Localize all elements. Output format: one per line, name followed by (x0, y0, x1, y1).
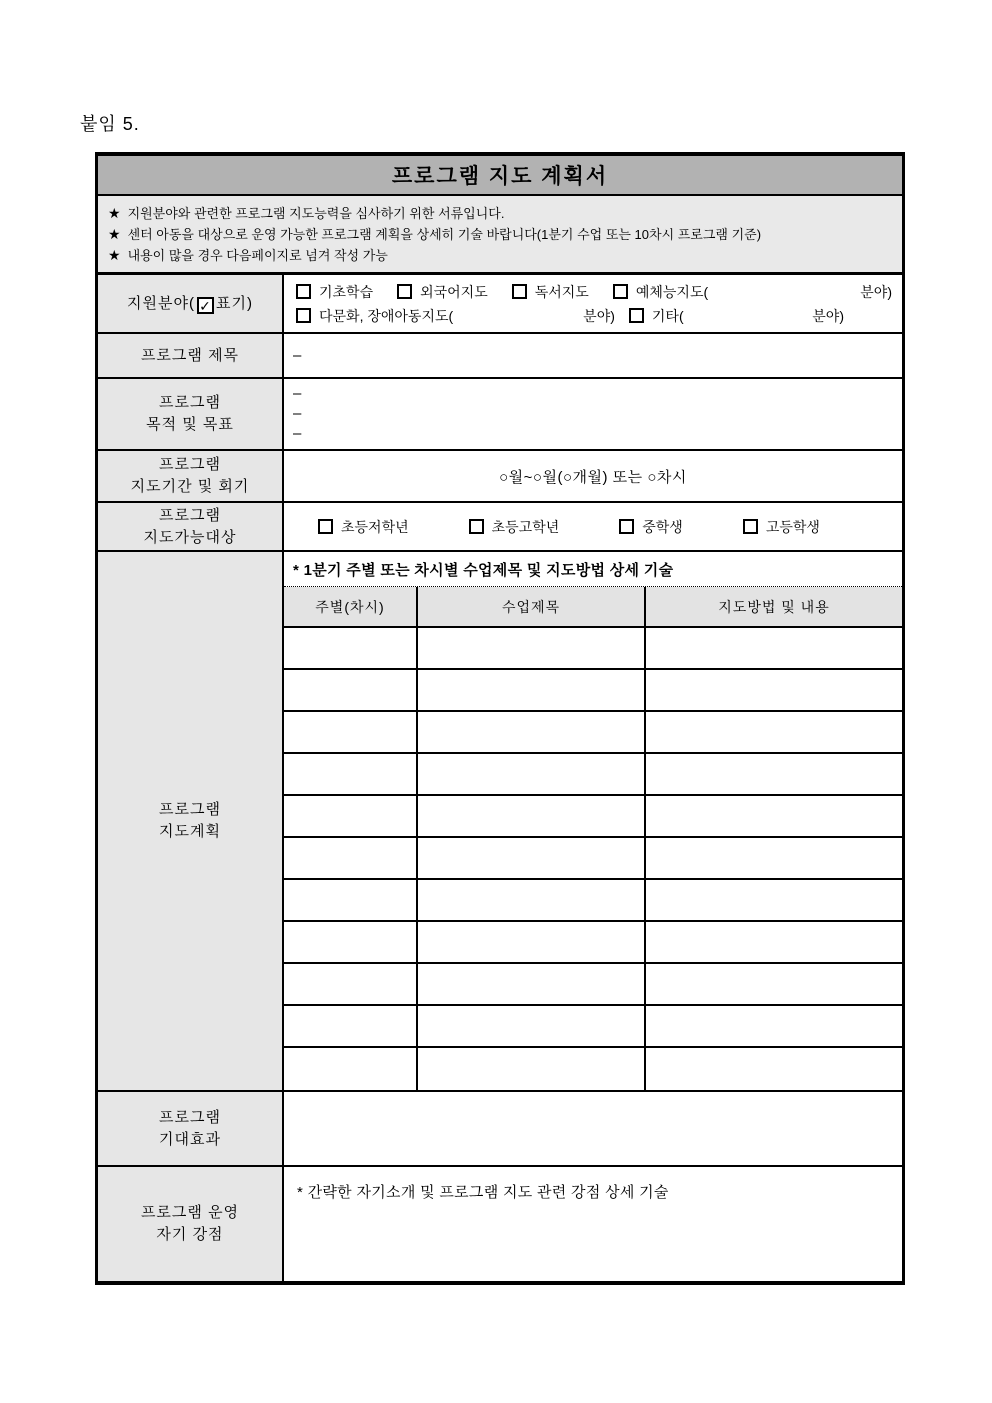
option-label: 초등고학년 (491, 518, 560, 535)
label-text: 지도기간 및 회기 (130, 478, 250, 495)
label-text: 기대효과 (159, 1130, 221, 1148)
row-program-purpose (98, 379, 902, 451)
self-strength-label (98, 1167, 284, 1281)
label-text: 프로그램 (159, 456, 221, 473)
schedule-cell[interactable] (646, 880, 902, 920)
star-bullet-icon: ★ (108, 205, 121, 221)
option-label-tail: 분야) (860, 283, 892, 300)
schedule-cell[interactable] (418, 1006, 646, 1046)
teaching-plan-content (284, 552, 902, 1090)
checkbox-elementary-lower[interactable] (318, 519, 333, 534)
schedule-cell[interactable] (284, 880, 418, 920)
schedule-row (284, 712, 902, 754)
note-text: 지원분야와 관련한 프로그램 지도능력을 심사하기 위한 서류입니다. (127, 206, 505, 221)
note-line (108, 224, 894, 245)
option-middle-school (619, 517, 683, 537)
label-text: 자기 강점 (156, 1226, 224, 1243)
support-options-line2 (284, 304, 902, 328)
label-text: 프로그램 제목 (140, 346, 240, 364)
schedule-cell[interactable] (284, 754, 418, 794)
label-text: 프로그램 (159, 801, 221, 818)
schedule-cell[interactable] (418, 922, 646, 962)
schedule-row (284, 796, 902, 838)
dash-placeholder: – (293, 346, 302, 364)
expected-effect-label (98, 1092, 284, 1165)
star-bullet-icon: ★ (108, 226, 121, 242)
dash-placeholder: – (293, 405, 302, 422)
option-label: 예체능지도( (635, 283, 709, 300)
schedule-cell[interactable] (418, 796, 646, 836)
checkbox-other[interactable] (629, 308, 644, 323)
schedule-cell[interactable] (418, 670, 646, 710)
option-label: 고등학생 (765, 518, 820, 535)
option-other (629, 306, 684, 326)
schedule-cell[interactable] (418, 964, 646, 1004)
support-options-line1 (284, 280, 902, 304)
option-label-tail: 분야) (583, 307, 615, 324)
schedule-cell[interactable] (418, 838, 646, 878)
option-foreign-language (397, 282, 488, 302)
checkbox-high-school[interactable] (743, 519, 758, 534)
option-label: 독서지도 (534, 283, 589, 300)
dash-placeholder: – (293, 385, 302, 402)
schedule-cell[interactable] (418, 628, 646, 668)
program-plan-form (95, 152, 905, 1285)
program-purpose-label (98, 379, 284, 449)
self-strength-field[interactable] (284, 1167, 902, 1281)
plan-instruction-note: * 1분기 주별 또는 차시별 수업제목 및 지도방법 상세 기술 (284, 552, 902, 587)
option-label: 초등저학년 (341, 518, 409, 535)
label-text: 표기) (215, 294, 253, 312)
schedule-header-lesson-title: 수업제목 (418, 587, 646, 626)
schedule-cell[interactable] (646, 628, 902, 668)
note-line (108, 203, 894, 224)
target-group-options (284, 503, 902, 550)
attachment-label: 붙임 5. (80, 114, 140, 134)
strength-instruction-note: * 간략한 자기소개 및 프로그램 지도 관련 강점 상세 기술 (297, 1184, 669, 1201)
checkbox-reading[interactable] (512, 284, 527, 299)
program-period-field[interactable] (284, 451, 902, 501)
schedule-cell[interactable] (284, 964, 418, 1004)
teaching-plan-label (98, 552, 284, 1090)
label-text: 프로그램 (159, 394, 221, 411)
schedule-header-row (284, 587, 902, 628)
row-expected-effect (98, 1092, 902, 1167)
note-text: 센터 아동을 대상으로 운영 가능한 프로그램 계획을 상세히 기술 바랍니다(1분기 수업 또는 10차시 프로그램 기준) (127, 227, 762, 242)
schedule-cell[interactable] (418, 1048, 646, 1090)
notes-section (98, 196, 902, 275)
schedule-row (284, 1006, 902, 1048)
schedule-cell[interactable] (646, 838, 902, 878)
schedule-cell[interactable] (646, 922, 902, 962)
schedule-cell[interactable] (284, 1006, 418, 1046)
checkmark-icon: ✓ (199, 297, 212, 314)
schedule-empty-rows (284, 628, 902, 1090)
program-purpose-field[interactable] (284, 379, 902, 449)
schedule-cell[interactable] (646, 964, 902, 1004)
schedule-cell[interactable] (284, 796, 418, 836)
checked-checkbox-icon (197, 297, 214, 314)
row-program-title (98, 334, 902, 379)
schedule-cell[interactable] (646, 670, 902, 710)
label-text: 프로그램 운영 (140, 1204, 240, 1221)
schedule-cell[interactable] (646, 754, 902, 794)
schedule-cell[interactable] (284, 712, 418, 752)
schedule-row (284, 754, 902, 796)
option-arts-sports (613, 282, 708, 302)
schedule-cell[interactable] (646, 1048, 902, 1090)
row-target-group (98, 503, 902, 552)
label-text: 지원분야( (127, 294, 195, 312)
schedule-cell[interactable] (646, 796, 902, 836)
schedule-row (284, 838, 902, 880)
program-title-label (98, 334, 284, 377)
schedule-row (284, 628, 902, 670)
checkbox-arts-sports[interactable] (613, 284, 628, 299)
support-field-options (284, 275, 902, 332)
checkbox-basic-learning[interactable] (296, 284, 311, 299)
program-title-field[interactable] (284, 334, 902, 377)
schedule-cell[interactable] (284, 838, 418, 878)
schedule-cell[interactable] (418, 712, 646, 752)
option-label-tail: 분야) (812, 307, 844, 324)
star-bullet-icon: ★ (108, 247, 121, 263)
option-basic-learning (296, 282, 373, 302)
schedule-header-week: 주별(차시) (284, 587, 418, 626)
option-high-school (743, 517, 820, 537)
schedule-cell[interactable] (418, 754, 646, 794)
option-label: 기타( (651, 307, 684, 324)
schedule-row (284, 964, 902, 1006)
label-text: 목적 및 목표 (146, 416, 234, 433)
checkbox-foreign-language[interactable] (397, 284, 412, 299)
form-title: 프로그램 지도 계획서 (98, 156, 902, 196)
label-text: 프로그램 (159, 506, 221, 524)
label-text: 지도가능대상 (143, 528, 237, 546)
schedule-row (284, 670, 902, 712)
schedule-row (284, 922, 902, 964)
schedule-cell[interactable] (646, 1006, 902, 1046)
row-self-strength (98, 1167, 902, 1281)
schedule-row (284, 1048, 902, 1090)
option-multicultural (296, 306, 453, 326)
option-label: 중학생 (642, 518, 683, 535)
row-program-period (98, 451, 902, 503)
dash-placeholder: – (293, 425, 302, 442)
period-value: ○월~○월(○개월) 또는 ○차시 (499, 468, 687, 486)
option-elementary-lower (318, 517, 409, 537)
option-label: 외국어지도 (420, 283, 488, 300)
support-field-label (98, 275, 284, 332)
schedule-cell[interactable] (418, 880, 646, 920)
row-teaching-plan (98, 552, 902, 1092)
checkbox-middle-school[interactable] (619, 519, 634, 534)
checkbox-multicultural[interactable] (296, 308, 311, 323)
option-elementary-upper (469, 517, 560, 537)
program-period-label (98, 451, 284, 501)
label-text: 프로그램 (159, 1108, 221, 1126)
checkbox-elementary-upper[interactable] (469, 519, 484, 534)
label-text: 지도계획 (159, 823, 221, 840)
target-options-line (284, 515, 902, 539)
row-support-field (98, 275, 902, 334)
schedule-row (284, 880, 902, 922)
schedule-cell[interactable] (284, 922, 418, 962)
schedule-cell[interactable] (284, 628, 418, 668)
expected-effect-field[interactable] (284, 1092, 902, 1165)
schedule-cell[interactable] (646, 712, 902, 752)
schedule-cell[interactable] (284, 1048, 418, 1090)
option-label: 기초학습 (319, 283, 374, 300)
schedule-header-method: 지도방법 및 내용 (718, 598, 830, 615)
schedule-cell[interactable] (284, 670, 418, 710)
option-reading (512, 282, 589, 302)
note-text: 내용이 많을 경우 다음페이지로 넘겨 작성 가능 (127, 248, 388, 263)
target-group-label (98, 503, 284, 550)
note-line (108, 245, 894, 266)
option-label: 다문화, 장애아동지도( (319, 307, 454, 324)
